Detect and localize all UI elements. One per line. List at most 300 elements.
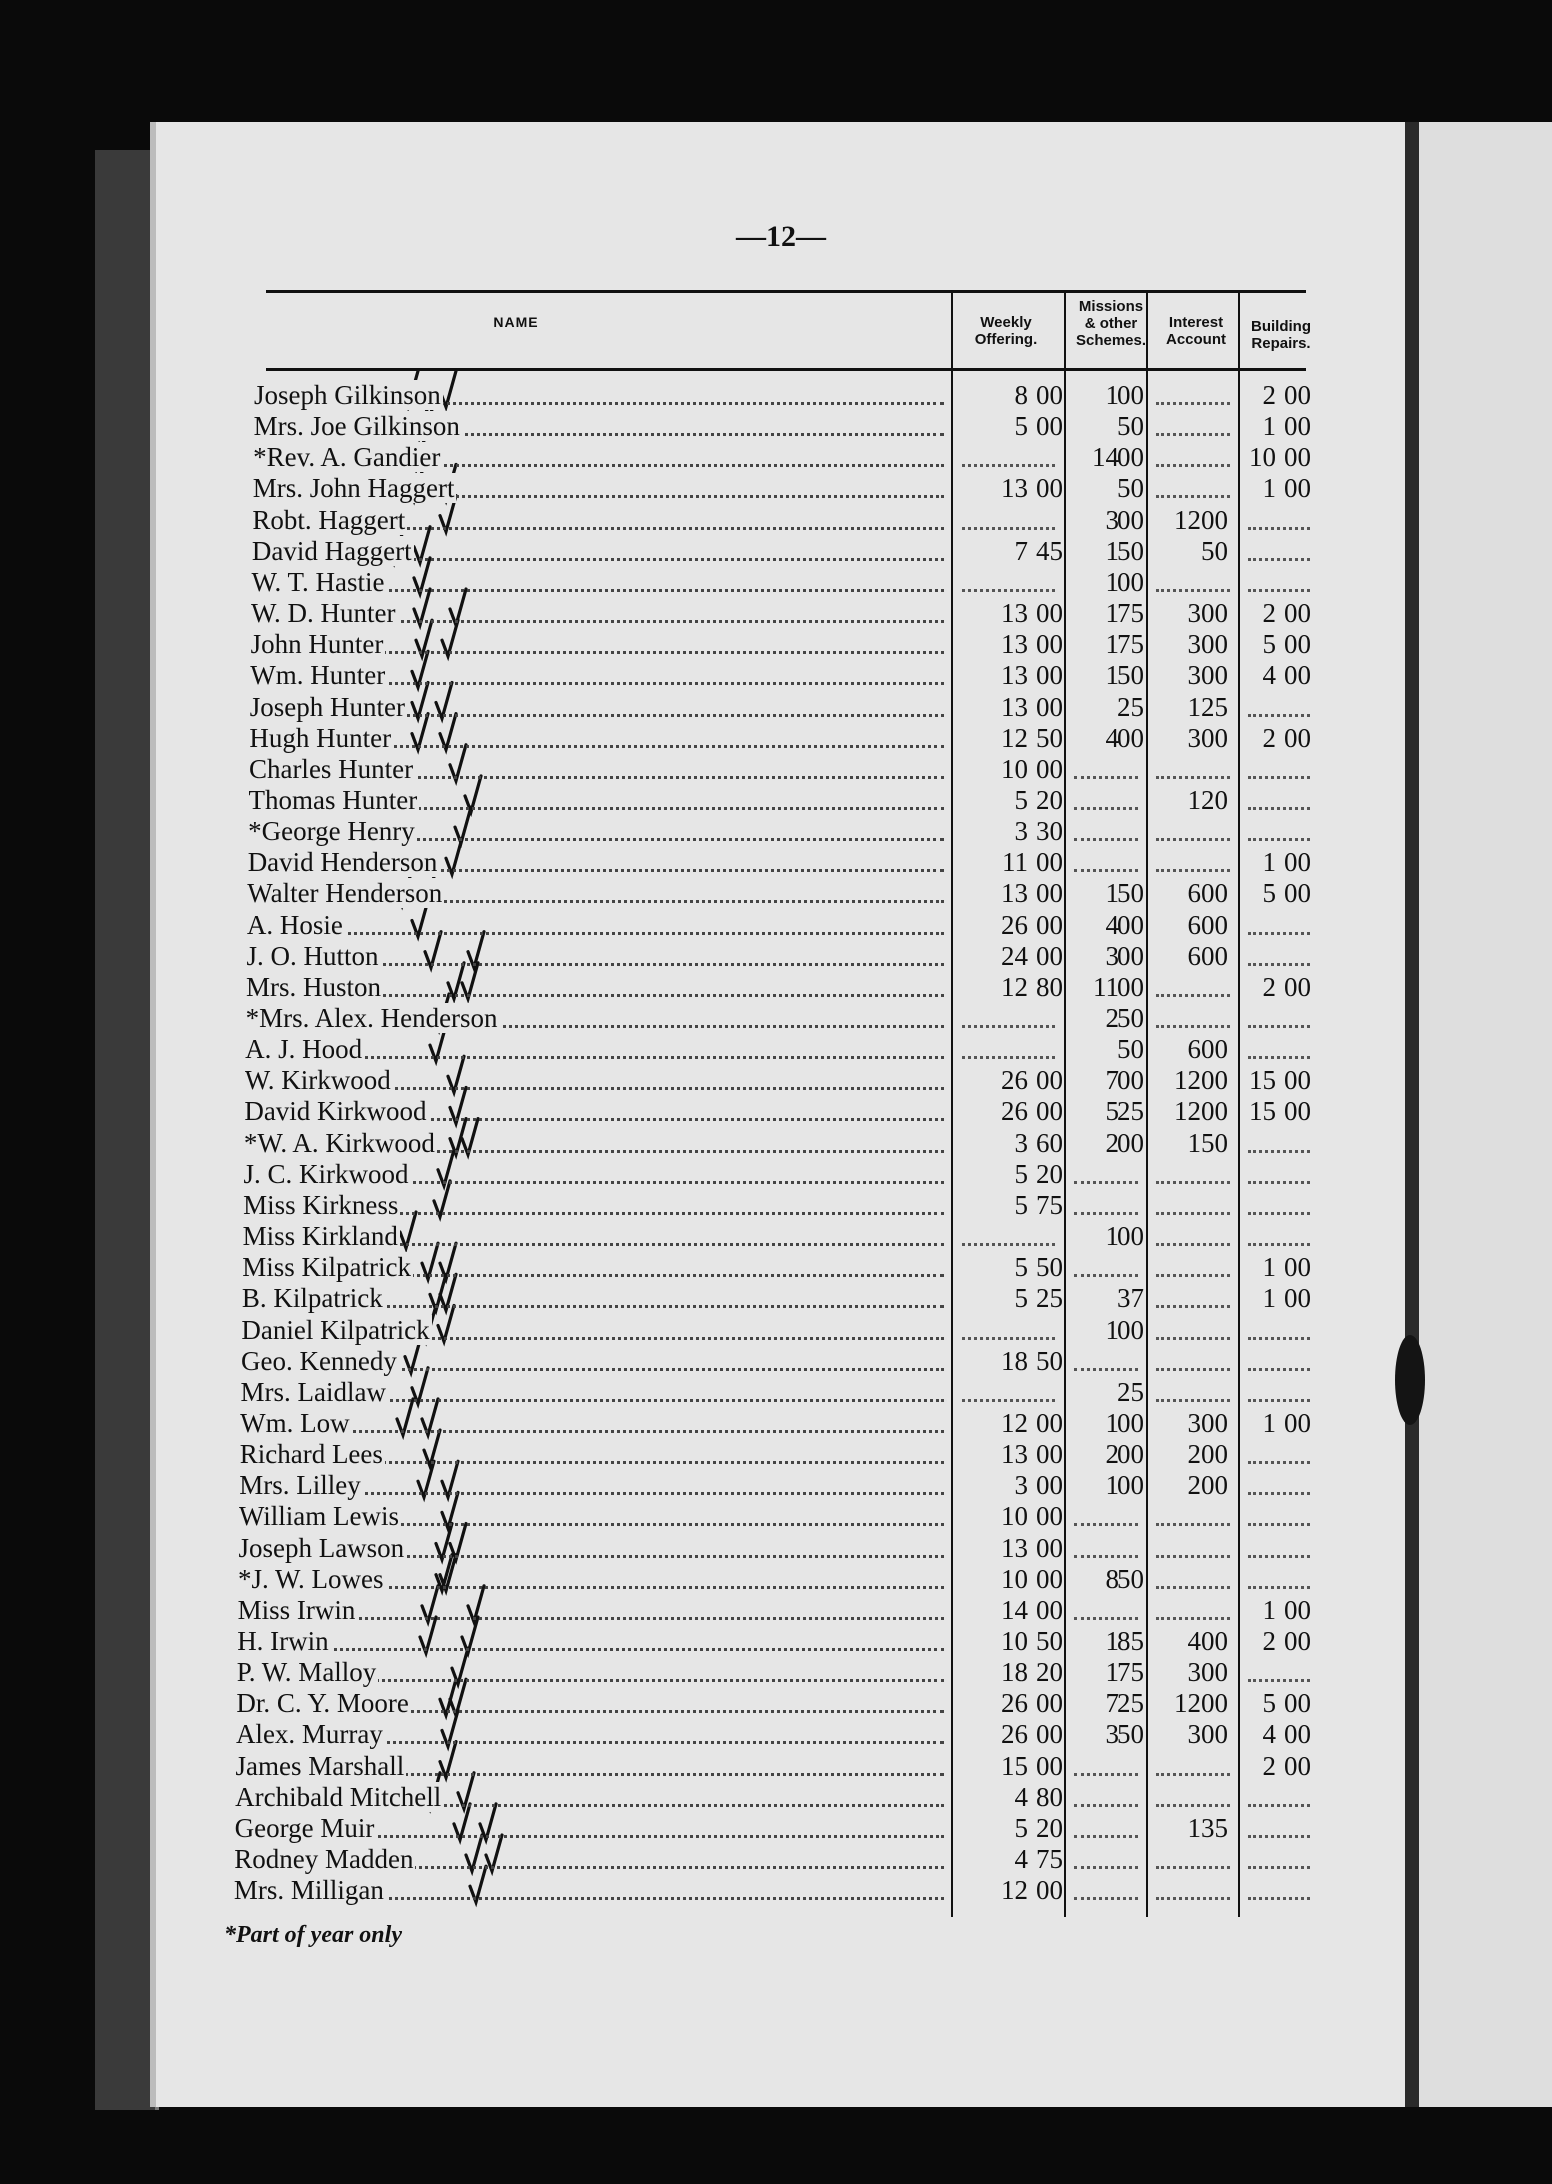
interest-cents: 00 (1201, 722, 1228, 753)
column-header-building-line1: Building (1251, 318, 1311, 335)
interest-empty-cell (1150, 1003, 1236, 1034)
row-name (254, 411, 944, 445)
missions-dollars: 3 (1105, 940, 1119, 971)
row-name-text: Dr. C. Y. Moore (236, 1688, 409, 1719)
row-name (239, 1501, 944, 1535)
table-row (156, 1844, 1406, 1875)
interest-cents: 00 (1201, 629, 1228, 660)
weekly-cents: 20 (1036, 1657, 1063, 1688)
table-row (156, 1719, 1406, 1750)
row-name (250, 692, 944, 726)
weekly-cents: 30 (1036, 816, 1063, 847)
interest-dollars: 1 (1187, 691, 1201, 722)
row-name (243, 1190, 944, 1224)
building-dollars: 15 (1249, 1065, 1276, 1096)
building-cents: 00 (1284, 1750, 1311, 1781)
weekly-dollars: 10 (1001, 1501, 1028, 1532)
row-name (237, 1657, 944, 1691)
missions-empty-cell (1068, 847, 1144, 878)
weekly-dollars: 18 (1001, 1657, 1028, 1688)
row-name (253, 442, 944, 476)
row-name-text: John Hunter (250, 629, 384, 660)
building-empty-cell (1242, 505, 1316, 536)
row-name (242, 1252, 944, 1286)
missions-empty-cell (1068, 1813, 1144, 1844)
interest-cents: 00 (1201, 1034, 1228, 1065)
row-name-text: Mrs. John Haggert (252, 473, 455, 504)
weekly-dollars: 24 (1001, 940, 1028, 971)
building-empty-cell (1242, 1501, 1316, 1532)
facing-page-edge (1405, 122, 1552, 2107)
table-row (156, 1626, 1406, 1657)
row-name (247, 878, 944, 912)
interest-cents: 00 (1201, 940, 1228, 971)
weekly-dollars: 13 (1001, 1532, 1028, 1563)
interest-empty-cell (1150, 972, 1236, 1003)
row-name-text: Wm. Low (240, 1407, 350, 1438)
table-row (156, 816, 1406, 847)
weekly-cents: 80 (1036, 971, 1063, 1002)
interest-cents: 00 (1201, 1065, 1228, 1096)
weekly-dollars: 10 (1001, 753, 1028, 784)
weekly-cents: 00 (1036, 909, 1063, 940)
missions-dollars (1071, 692, 1119, 723)
row-name-text: W. T. Hastie (251, 566, 385, 597)
row-name (239, 1470, 944, 1504)
row-name (251, 567, 944, 601)
table-row (156, 1190, 1406, 1221)
row-name-text: Miss Kirkness (243, 1189, 399, 1220)
row-name (249, 754, 944, 788)
missions-dollars: 5 (1105, 1096, 1119, 1127)
row-name-text: Mrs. Huston (246, 971, 382, 1002)
table-row (156, 660, 1406, 691)
row-name (252, 505, 944, 539)
interest-dollars (1151, 536, 1201, 567)
row-name-text: Joseph Hunter (249, 691, 406, 722)
missions-empty-cell (1068, 1844, 1144, 1875)
interest-empty-cell (1150, 1751, 1236, 1782)
missions-cents: 50 (1117, 535, 1144, 566)
weekly-cents: 00 (1036, 598, 1063, 629)
interest-cents: 00 (1201, 1470, 1228, 1501)
row-name-text: James Marshall (235, 1750, 405, 1781)
interest-cents: 50 (1201, 1127, 1228, 1158)
interest-empty-cell (1150, 1221, 1236, 1252)
weekly-dollars: 3 (1014, 1127, 1028, 1158)
interest-dollars: 4 (1187, 1626, 1201, 1656)
weekly-dollars: 15 (1001, 1750, 1028, 1781)
building-empty-cell (1242, 1034, 1316, 1065)
weekly-cents: 00 (1036, 1594, 1063, 1625)
row-name-text: *J. W. Lowes (238, 1563, 384, 1594)
building-empty-cell (1242, 1533, 1316, 1564)
row-name-text: Mrs. Lilley (239, 1470, 361, 1501)
ledger-page (150, 122, 1406, 2107)
row-name (249, 785, 944, 819)
weekly-empty-cell (956, 442, 1061, 473)
interest-dollars: 6 (1187, 940, 1201, 971)
missions-empty-cell (1068, 816, 1144, 847)
missions-empty-cell (1068, 1533, 1144, 1564)
weekly-dollars: 11 (1002, 847, 1028, 878)
building-cents: 00 (1284, 1065, 1311, 1096)
ink-blot (1395, 1335, 1425, 1425)
weekly-dollars: 13 (1001, 691, 1028, 722)
weekly-cents: 00 (1036, 411, 1063, 442)
interest-cents: 00 (1201, 1688, 1228, 1719)
row-name-text: David Kirkwood (244, 1096, 427, 1127)
interest-empty-cell (1150, 1252, 1236, 1283)
interest-empty-cell (1150, 380, 1236, 411)
weekly-cents: 00 (1036, 1470, 1063, 1501)
weekly-cents: 80 (1036, 1781, 1063, 1812)
building-cents: 00 (1284, 380, 1311, 410)
interest-dollars: 2 (1187, 1439, 1201, 1470)
table-row (156, 442, 1406, 473)
missions-dollars: 1 (1105, 598, 1119, 629)
table-row (156, 1657, 1406, 1688)
row-name (245, 1065, 944, 1099)
column-header-weekly-line2: Offering. (974, 331, 1038, 348)
building-empty-cell (1242, 941, 1316, 972)
weekly-dollars: 13 (1001, 1439, 1028, 1470)
row-name (244, 1128, 944, 1162)
weekly-cents: 00 (1036, 1719, 1063, 1750)
missions-dollars: 1 (1105, 1470, 1119, 1501)
table-row (156, 1782, 1406, 1813)
table-row (156, 1595, 1406, 1626)
missions-cents: 00 (1117, 1439, 1144, 1470)
missions-dollars: 1 (1105, 566, 1119, 597)
building-cents: 00 (1284, 1252, 1311, 1283)
table-row (156, 1564, 1406, 1595)
missions-empty-cell (1068, 1159, 1144, 1190)
missions-dollars: 2 (1105, 1439, 1119, 1470)
weekly-cents: 20 (1036, 784, 1063, 815)
footnote: *Part of year only (224, 1922, 402, 1948)
row-name-text: Miss Kilpatrick (242, 1252, 411, 1283)
weekly-dollars: 4 (1014, 1844, 1028, 1875)
weekly-cents: 00 (1036, 1439, 1063, 1470)
table-row (156, 754, 1406, 785)
row-name (236, 1751, 944, 1785)
table-row (156, 1283, 1406, 1314)
interest-empty-cell (1150, 1501, 1236, 1532)
interest-empty-cell (1150, 1159, 1236, 1190)
interest-empty-cell (1150, 442, 1236, 473)
interest-empty-cell (1150, 1595, 1236, 1626)
missions-empty-cell (1068, 1346, 1144, 1377)
row-name-text: A. Hosie (246, 909, 343, 940)
missions-dollars: 14 (1092, 442, 1119, 473)
weekly-cents: 00 (1036, 1501, 1063, 1532)
missions-dollars: 1 (1105, 1221, 1119, 1252)
table-row (156, 1439, 1406, 1470)
building-dollars: 1 (1262, 847, 1276, 878)
missions-dollars: 1 (1105, 1626, 1119, 1656)
building-cents: 00 (1284, 1594, 1311, 1625)
building-cents: 00 (1284, 1283, 1311, 1314)
row-name (241, 1346, 944, 1380)
table-row (156, 1501, 1406, 1532)
row-name (238, 1564, 944, 1598)
weekly-cents: 00 (1036, 1563, 1063, 1594)
weekly-empty-cell (956, 1003, 1061, 1034)
weekly-cents: 20 (1036, 1812, 1063, 1843)
column-header-building-line2: Repairs. (1251, 335, 1311, 352)
missions-cents: 00 (1117, 1470, 1144, 1501)
row-name (254, 380, 944, 414)
missions-cents: 00 (1117, 380, 1144, 410)
building-dollars: 2 (1262, 1626, 1276, 1656)
table-row (156, 1034, 1406, 1065)
building-dollars: 5 (1262, 629, 1276, 660)
weekly-cents: 00 (1036, 1750, 1063, 1781)
interest-empty-cell (1150, 1564, 1236, 1595)
missions-cents: 75 (1117, 629, 1144, 660)
row-name (238, 1533, 944, 1567)
row-name (240, 1408, 944, 1442)
header-rule-bottom (266, 368, 1306, 371)
weekly-empty-cell (956, 1315, 1061, 1346)
missions-dollars: 1 (1105, 1657, 1119, 1688)
weekly-empty-cell (956, 505, 1061, 536)
building-cents: 00 (1284, 971, 1311, 1002)
missions-dollars (1071, 473, 1119, 504)
row-name-text: Rodney Madden (234, 1844, 414, 1875)
row-name (253, 473, 944, 507)
weekly-dollars: 5 (1014, 1158, 1028, 1189)
building-empty-cell (1242, 1657, 1316, 1688)
interest-dollars: 1 (1187, 784, 1201, 815)
row-name-text: *George Henry (248, 816, 415, 847)
row-name-text: Geo. Kennedy (240, 1345, 397, 1376)
building-cents: 00 (1284, 442, 1311, 473)
row-name-text: Wm. Hunter (250, 660, 386, 691)
building-empty-cell (1242, 910, 1316, 941)
building-empty-cell (1242, 1190, 1316, 1221)
building-empty-cell (1242, 1315, 1316, 1346)
table-row (156, 1813, 1406, 1844)
building-cents: 00 (1284, 660, 1311, 691)
interest-dollars: 3 (1187, 629, 1201, 660)
interest-empty-cell (1150, 754, 1236, 785)
missions-dollars (1071, 1377, 1119, 1408)
building-dollars: 2 (1262, 971, 1276, 1002)
table-row (156, 1221, 1406, 1252)
interest-dollars: 6 (1187, 1034, 1201, 1065)
row-name (234, 1844, 944, 1878)
missions-cents: 50 (1117, 878, 1144, 909)
table-row (156, 1315, 1406, 1346)
interest-empty-cell (1150, 567, 1236, 598)
interest-empty-cell (1150, 1283, 1236, 1314)
weekly-cents: 20 (1036, 1158, 1063, 1189)
building-empty-cell (1242, 1470, 1316, 1501)
row-name (250, 660, 944, 694)
missions-dollars: 1 (1105, 629, 1119, 660)
weekly-dollars: 26 (1001, 1065, 1028, 1096)
row-name (248, 847, 944, 881)
building-cents: 00 (1284, 1719, 1311, 1750)
interest-dollars: 3 (1187, 598, 1201, 629)
interest-dollars: 3 (1187, 1719, 1201, 1750)
table-row (156, 411, 1406, 442)
row-name-text: Mrs. Laidlaw (240, 1376, 387, 1407)
column-header-name: NAME (493, 314, 539, 330)
weekly-dollars: 12 (1001, 1875, 1028, 1906)
missions-cents: 50 (1117, 1034, 1144, 1065)
missions-cents: 00 (1117, 504, 1144, 535)
building-cents: 00 (1284, 878, 1311, 909)
row-name-text: David Henderson (247, 847, 438, 878)
building-dollars: 1 (1262, 1594, 1276, 1625)
missions-dollars (1071, 1034, 1119, 1065)
interest-cents: 00 (1201, 1626, 1228, 1656)
weekly-dollars: 26 (1001, 909, 1028, 940)
row-name-text: Charles Hunter (248, 753, 414, 784)
interest-dollars: 12 (1174, 1688, 1201, 1719)
row-name (237, 1626, 944, 1660)
missions-dollars: 1 (1105, 660, 1119, 691)
table-row (156, 473, 1406, 504)
weekly-empty-cell (956, 1034, 1061, 1065)
building-empty-cell (1242, 1159, 1316, 1190)
row-name (252, 536, 944, 570)
building-dollars: 15 (1249, 1096, 1276, 1127)
building-dollars: 4 (1262, 660, 1276, 691)
missions-dollars: 1 (1105, 1407, 1119, 1438)
weekly-cents: 00 (1036, 940, 1063, 971)
weekly-cents: 00 (1036, 1875, 1063, 1906)
interest-dollars: 3 (1187, 722, 1201, 753)
building-cents: 00 (1284, 473, 1311, 504)
building-empty-cell (1242, 1377, 1316, 1408)
interest-cents: 00 (1201, 1407, 1228, 1438)
header-rule-top (266, 290, 1306, 293)
missions-cents: 50 (1117, 1563, 1144, 1594)
page-gutter (1405, 122, 1419, 2107)
row-name-text: W. Kirkwood (244, 1065, 391, 1096)
row-name-text: B. Kilpatrick (241, 1283, 383, 1314)
building-empty-cell (1242, 754, 1316, 785)
interest-dollars: 12 (1174, 504, 1201, 535)
weekly-dollars: 5 (1014, 784, 1028, 815)
missions-cents: 25 (1117, 1376, 1144, 1407)
row-name (246, 972, 944, 1006)
weekly-dollars: 8 (1014, 380, 1028, 410)
interest-cents: 00 (1201, 504, 1228, 535)
row-name-text: Archibald Mitchell (235, 1781, 442, 1812)
building-empty-cell (1242, 536, 1316, 567)
row-name (234, 1875, 944, 1909)
weekly-dollars: 26 (1001, 1688, 1028, 1719)
building-dollars: 1 (1262, 1252, 1276, 1283)
missions-empty-cell (1068, 1751, 1144, 1782)
weekly-cents: 00 (1036, 847, 1063, 878)
row-name-text: Mrs. Milligan (233, 1875, 384, 1906)
table-row (156, 1096, 1406, 1127)
weekly-cents: 00 (1036, 753, 1063, 784)
building-empty-cell (1242, 1128, 1316, 1159)
row-name (242, 1283, 944, 1317)
building-dollars: 4 (1262, 1719, 1276, 1750)
interest-dollars: 1 (1187, 1812, 1201, 1843)
weekly-cents: 60 (1036, 1127, 1063, 1158)
row-name (240, 1439, 944, 1473)
missions-empty-cell (1068, 1190, 1144, 1221)
building-empty-cell (1242, 692, 1316, 723)
table-row (156, 1875, 1406, 1906)
row-name-text: Richard Lees (239, 1439, 383, 1470)
weekly-cents: 00 (1036, 660, 1063, 691)
building-empty-cell (1242, 1439, 1316, 1470)
interest-cents: 00 (1201, 1439, 1228, 1470)
building-empty-cell (1242, 1782, 1316, 1813)
interest-dollars: 12 (1174, 1096, 1201, 1127)
interest-empty-cell (1150, 1315, 1236, 1346)
weekly-dollars: 3 (1014, 1470, 1028, 1501)
weekly-cents: 50 (1036, 1252, 1063, 1283)
missions-dollars (1071, 411, 1119, 442)
row-name-text: Thomas Hunter (248, 784, 418, 815)
weekly-dollars: 5 (1014, 411, 1028, 442)
column-header-interest (1151, 314, 1241, 348)
missions-cents: 00 (1117, 940, 1144, 971)
missions-dollars: 11 (1093, 971, 1119, 1002)
row-name-text: W. D. Hunter (251, 598, 396, 629)
weekly-dollars: 3 (1014, 816, 1028, 847)
table-row (156, 1003, 1406, 1034)
weekly-cents: 00 (1036, 1096, 1063, 1127)
missions-dollars: 1 (1105, 535, 1119, 566)
building-empty-cell (1242, 1844, 1316, 1875)
weekly-cents: 75 (1036, 1189, 1063, 1220)
missions-dollars: 3 (1105, 504, 1119, 535)
table-row (156, 1252, 1406, 1283)
row-name (244, 1096, 944, 1130)
missions-empty-cell (1068, 1595, 1144, 1626)
missions-cents: 00 (1117, 909, 1144, 940)
missions-cents: 00 (1117, 566, 1144, 597)
interest-dollars: 1 (1187, 1127, 1201, 1158)
table-row (156, 847, 1406, 878)
missions-empty-cell (1068, 1875, 1144, 1906)
building-dollars: 2 (1262, 598, 1276, 629)
row-name (236, 1719, 944, 1753)
weekly-cents: 75 (1036, 1844, 1063, 1875)
weekly-cents: 00 (1036, 691, 1063, 722)
missions-cents: 00 (1117, 971, 1144, 1002)
weekly-dollars: 13 (1001, 473, 1028, 504)
table-row (156, 598, 1406, 629)
interest-dollars: 3 (1187, 660, 1201, 691)
weekly-cents: 50 (1036, 1345, 1063, 1376)
table-row (156, 692, 1406, 723)
table-row (156, 567, 1406, 598)
building-empty-cell (1242, 1875, 1316, 1906)
interest-empty-cell (1150, 1346, 1236, 1377)
weekly-dollars: 12 (1001, 722, 1028, 753)
column-header-interest-line1: Interest (1168, 314, 1224, 331)
interest-cents: 00 (1201, 1719, 1228, 1750)
weekly-dollars: 13 (1001, 629, 1028, 660)
missions-cents: 50 (1117, 411, 1144, 442)
missions-dollars (1071, 1283, 1119, 1314)
interest-empty-cell (1150, 1377, 1236, 1408)
row-name-text: George Muir (234, 1812, 375, 1843)
